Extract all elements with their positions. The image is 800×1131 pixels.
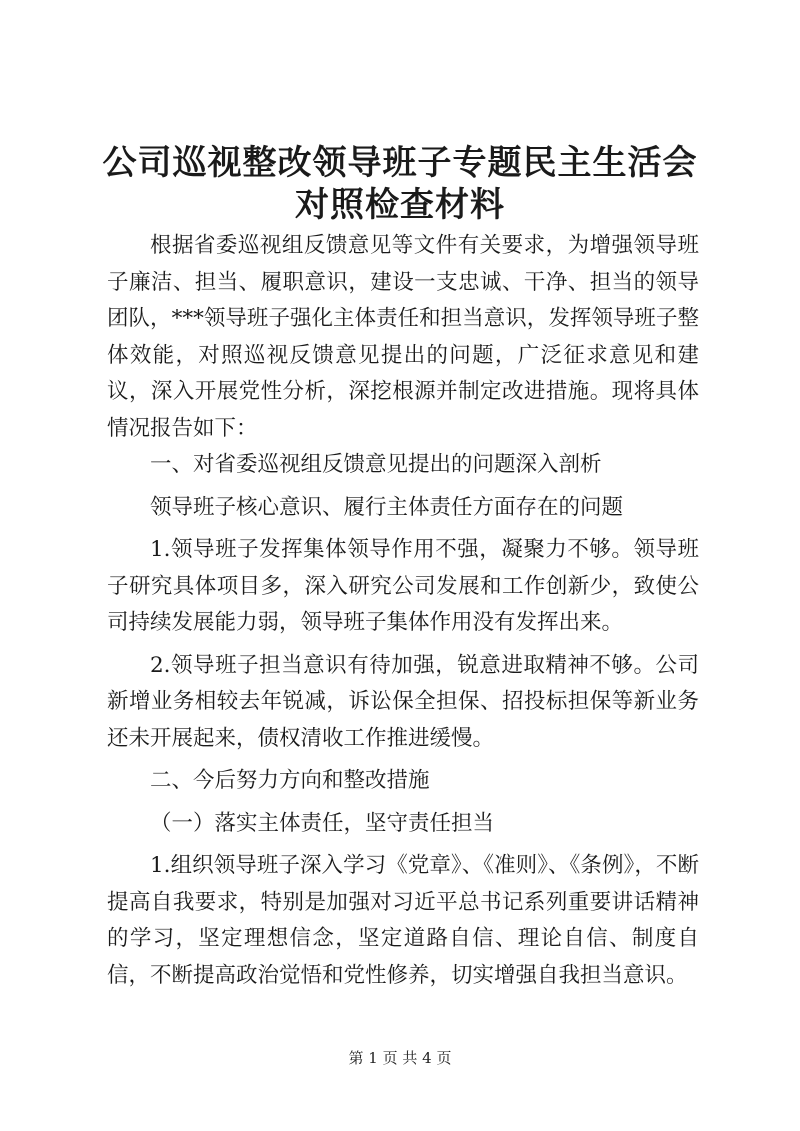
paragraph-measure-1: 1.组织领导班子深入学习《党章》、《准则》、《条例》，不断提高自我要求，特别是加强对习近平总书记系列重要讲话精神的学习，坚定理想信念，坚定道路自信、理论自信、制度自信，不断提高政治觉悟和党性修养，切实增强自我担当意识。 — [107, 853, 699, 988]
document-body — [107, 228, 699, 994]
paragraph-item-1: 1.领导班子发挥集体领导作用不强，凝聚力不够。领导班子研究具体项目多，深入研究公司发展和工作创新少，致使公司持续发展能力弱，领导班子集体作用没有发挥出来。 — [107, 537, 699, 635]
subsection-heading: 领导班子核心意识、履行主体责任方面存在的问题 — [150, 494, 624, 520]
page-number-footer: 第 1 页 共 4 页 — [348, 1049, 452, 1067]
subsection-heading-1: （一）落实主体责任，坚守责任担当 — [150, 810, 495, 836]
paragraph-intro: 根据省委巡视组反馈意见等文件有关要求，为增强领导班子廉洁、担当、履职意识，建设一支忠诚、干净、担当的领导团队，***领导班子强化主体责任和担当意识，发挥领导班子整体效能，对照巡视反馈意见提出的问题，广泛征求意见和建议，深入开展党性分析，深挖根源并制定改进措施。现将具体情况报告如下： — [107, 233, 699, 441]
section-heading-2: 二、今后努力方向和整改措施 — [150, 768, 430, 793]
section-heading-1: 一、对省委巡视组反馈意见提出的问题深入剖析 — [150, 452, 602, 477]
paragraph-item-2: 2.领导班子担当意识有待加强，锐意进取精神不够。公司新增业务相较去年锐减，诉讼保全担保、招投标担保等新业务还未开展起来，债权清收工作推进缓慢。 — [107, 652, 699, 751]
document-title: 公司巡视整改领导班子专题民主生活会对照检查材料 — [102, 143, 698, 225]
